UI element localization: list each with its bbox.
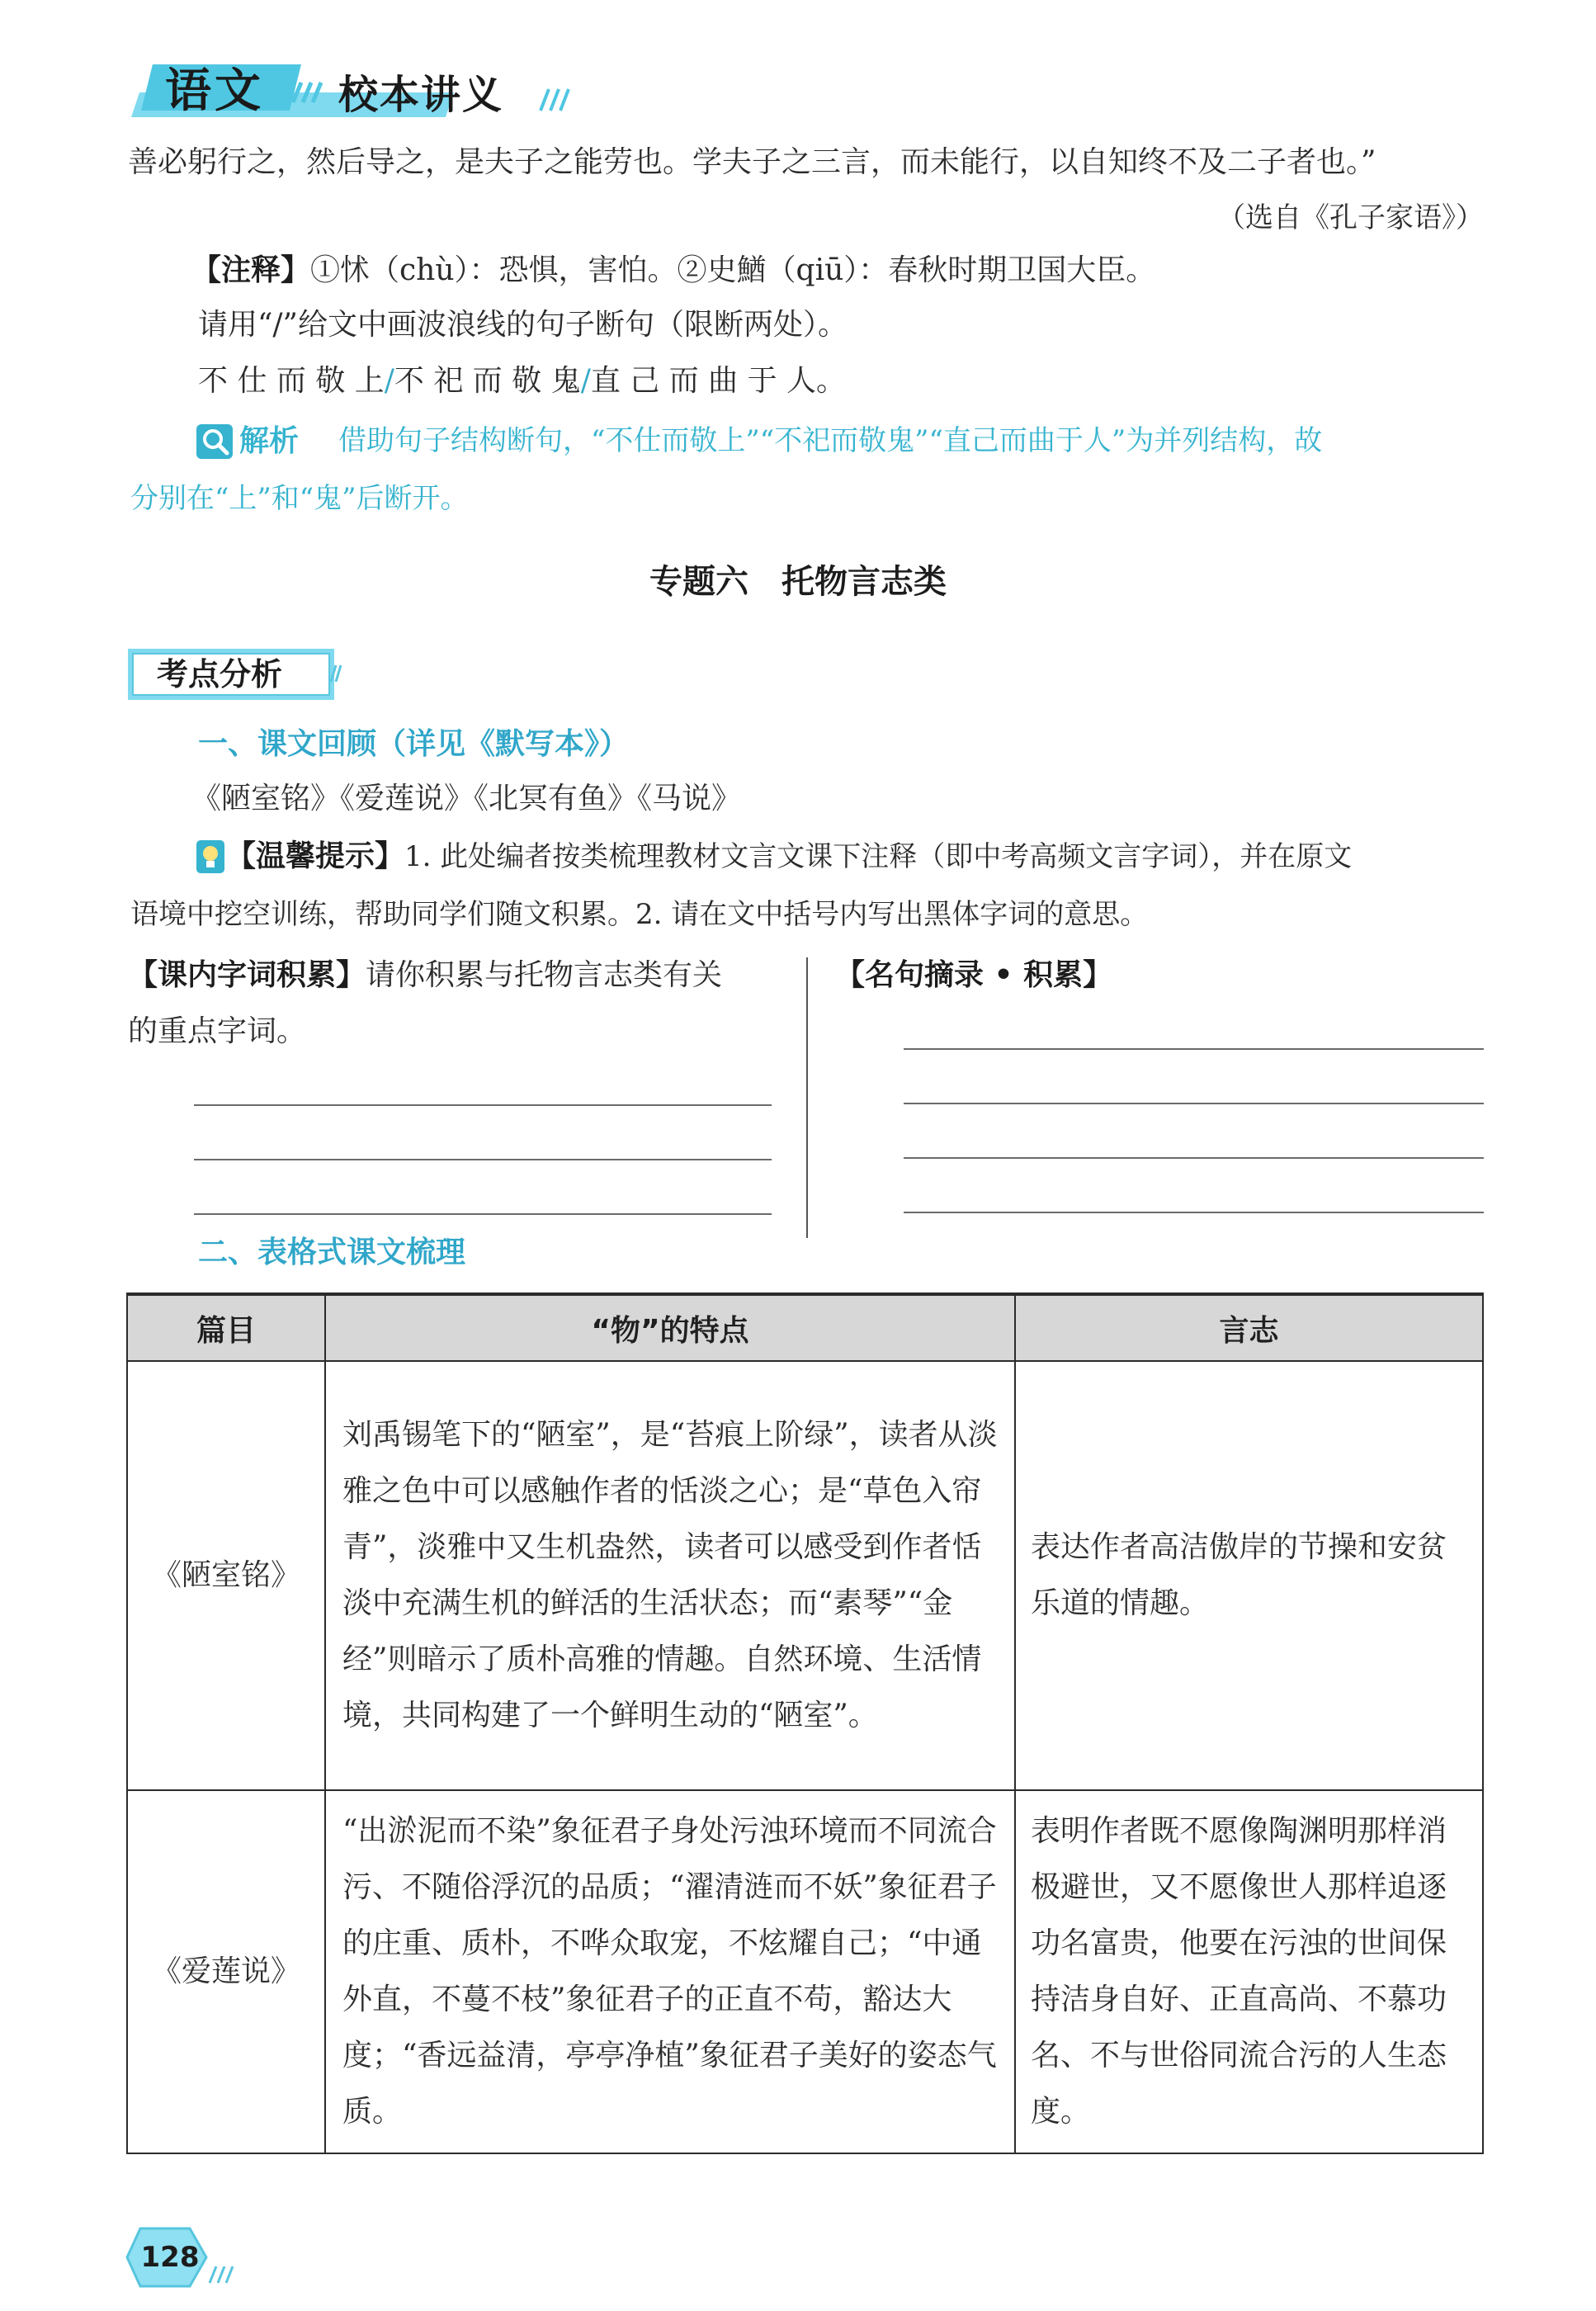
table-header-row xyxy=(127,1294,1483,1361)
table-row xyxy=(127,1790,1483,2153)
header-trait: “物”的特点 xyxy=(325,1294,1015,1361)
analysis-line-2: 分别在“上”和“鬼”后断开。 xyxy=(130,482,469,515)
left-col-line-2: 的重点字词。 xyxy=(128,1014,307,1048)
header-book-title: 校本讲义 xyxy=(338,72,504,118)
task-prompt: 请用“/”给文中画波浪线的句子断句（限断两处）。 xyxy=(198,308,848,342)
tip-line-1: 1. 此处编者按类梳理教材文言文课下注释（即中考高频文言字词），并在原文 xyxy=(404,840,1353,873)
column-divider xyxy=(806,957,808,1238)
tip-line-2: 语境中挖空训练，帮助同学们随文积累。2. 请在文中括号内写出黑体字词的意思。 xyxy=(130,898,1149,931)
left-col-label: 【课内字词积累】 xyxy=(128,958,366,992)
notes-text: ①怵（chù）：恐惧，害怕。②史鰌（qiū）：春秋时期卫国大臣。 xyxy=(310,253,1156,287)
notes-label: 【注释】 xyxy=(191,253,311,287)
part2-heading: 二、表格式课文梳理 xyxy=(198,1236,466,1269)
answer-slash-1: / xyxy=(384,364,394,398)
answer-part-2: 不 祀 而 敬 鬼 xyxy=(394,364,581,398)
row2-trait: “出淤泥而不染”象征君子身处污浊环境而不同流合污、不随俗浮沉的品质；“濯清涟而不妖”象征君子的庄重、质朴，不哗众取宠，不炫耀自己；“中通外直，不蔓不枝”象征君子的正直不苟，豁达大度；“香远益清，亭亭净植”象征君子美好的姿态气质。 xyxy=(325,1790,1015,2153)
answer-part-3: 直 己 而 曲 于 人。 xyxy=(590,364,847,398)
right-blank-line-2[interactable] xyxy=(904,1103,1484,1104)
row1-aim: 表达作者高洁傲岸的节操和安贫乐道的情趣。 xyxy=(1015,1361,1483,1790)
header-aim: 言志 xyxy=(1015,1294,1483,1361)
row1-title: 《陋室铭》 xyxy=(127,1361,325,1790)
magnifier-icon xyxy=(196,424,233,459)
lightbulb-icon xyxy=(196,840,224,873)
analysis-label: 解析 xyxy=(239,423,300,458)
left-blank-line-3[interactable] xyxy=(194,1213,772,1215)
passage-last-line: 善必躬行之，然后导之，是夫子之能劳也。学夫子之三言，而未能行，以自知终不及二子者也。” xyxy=(128,145,1376,179)
right-blank-line-1[interactable] xyxy=(904,1048,1484,1050)
left-col-text: 请你积累与托物言志类有关 xyxy=(366,958,723,992)
text-summary-table xyxy=(126,1293,1484,2154)
tip-label: 【温馨提示】 xyxy=(226,839,405,873)
part1-heading: 一、课文回顾（详见《默写本》） xyxy=(198,727,630,761)
left-blank-line-1[interactable] xyxy=(194,1104,772,1106)
row2-title: 《爱莲说》 xyxy=(127,1790,325,2153)
row2-aim: 表明作者既不愿像陶渊明那样消极避世，又不愿像世人那样追逐功名富贵，他要在污浊的世间保持洁身自好、正直高尚、不慕功名、不与世俗同流合污的人生态度。 xyxy=(1015,1790,1483,2153)
left-col-line-1 xyxy=(128,957,722,994)
answer-slash-2: / xyxy=(580,364,591,398)
table-row xyxy=(127,1361,1483,1790)
tip xyxy=(226,839,1352,875)
header-subject: 语文 xyxy=(165,64,264,118)
notes xyxy=(191,253,1155,289)
analysis-line-1: 借助句子结构断句，“不仕而敬上”“不祀而敬鬼”“直己而曲于人”为并列结构，故 xyxy=(338,424,1323,457)
header-title: 篇目 xyxy=(127,1294,325,1361)
task-answer xyxy=(198,363,846,399)
right-blank-line-3[interactable] xyxy=(904,1157,1484,1159)
answer-part-1: 不 仕 而 敬 上 xyxy=(198,364,385,398)
page-number: 128 xyxy=(140,2241,200,2274)
left-blank-line-2[interactable] xyxy=(194,1159,772,1160)
section-tab-label: 考点分析 xyxy=(157,656,283,692)
row1-trait: 刘禹锡笔下的“陋室”，是“苔痕上阶绿”，读者从淡雅之色中可以感触作者的恬淡之心；是“草色入帘青”，淡雅中又生机盎然，读者可以感受到作者恬淡中充满生机的鲜活的生活状态；而“素琴”“金经”则暗示了质朴高雅的情趣。自然环境、生活情境，共同构建了一个鲜明生动的“陋室”。 xyxy=(325,1361,1015,1790)
part1-texts: 《陋室铭》《爱莲说》《北冥有鱼》《马说》 xyxy=(191,782,742,815)
topic-title: 专题六 托物言志类 xyxy=(649,563,947,601)
passage-source: （选自《孔子家语》） xyxy=(1217,201,1484,234)
right-blank-line-4[interactable] xyxy=(904,1212,1484,1213)
right-col-label: 【名句摘录 • 积累】 xyxy=(835,958,1113,992)
